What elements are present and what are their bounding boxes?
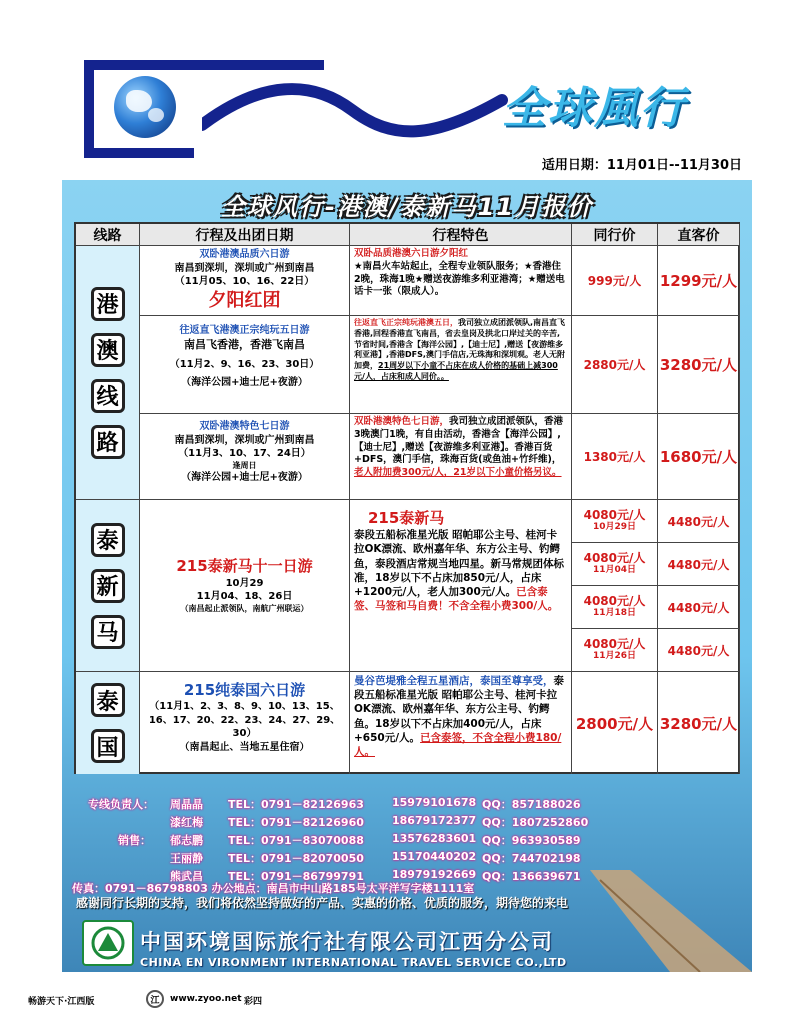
itin-route: 南昌到深圳，深圳或广州到南昌 [174, 434, 315, 446]
footer-site[interactable]: www.zyoo.net [170, 994, 242, 1004]
feature-title: 215泰新马 [368, 509, 445, 527]
contact-tel: TEL：0791－82070050 [228, 852, 364, 865]
itinerary-row-4 [140, 500, 350, 672]
peer-price-row-1: 999元/人 [572, 246, 658, 316]
features-row-4 [350, 500, 572, 672]
contact-qq: QQ：136639671 [482, 870, 581, 883]
feature-body: 泰段五船标准星光版 昭帕耶公主号、桂河卡拉OK漂流、欧州嘉年华、东方公主号、钓鳄鱼。18岁以下不占床加400元/人，占床+650元/人。 [354, 675, 564, 744]
itinerary-row-5 [140, 672, 350, 774]
contact-name: 郁志鹏 [170, 834, 203, 847]
contact-qq: QQ：744702198 [482, 852, 581, 865]
price-value: 4080元/人 [583, 594, 646, 609]
feature-title: 往返直飞正宗纯玩港澳五日， [354, 318, 458, 327]
banner-title: 全球风行-港澳/泰新马11月报价 [220, 193, 594, 221]
contact-role: 专线负责人： [88, 798, 154, 811]
feature-body: 我司独立成团派领队，香港3晚澳门1晚，有自由活动，香港含【海洋公园】,【迪士尼】,赠送【夜游维多利亚港】。香港百货+DFS，澳门手信，珠海百货(或鱼油+竹纤维)， [354, 416, 564, 466]
feature-note: 已含泰签、马签和马自费！不含全程小费300/人。 [354, 585, 559, 613]
contact-mobile: 15979101678 [392, 796, 477, 809]
itinerary-row-3 [140, 414, 350, 500]
route-char: 澳 [91, 333, 125, 367]
route-thai-sg-my [76, 500, 140, 672]
company-name-cn: 中国环境国际旅行社有限公司江西分公司 [140, 930, 554, 954]
retail-price-row-2: 3280元/人 [658, 316, 740, 414]
brand-logo: 全球風行 [502, 83, 686, 134]
route-char: 国 [91, 729, 125, 763]
contact-tel: TEL：0791－82126963 [228, 798, 364, 811]
itin-dates-1: 10月29 [225, 577, 264, 589]
contact-qq: QQ：1807252860 [482, 816, 589, 829]
company-name-en: CHINA EN VIRONMENT INTERNATIONAL TRAVEL SERVICE CO.,LTD [140, 956, 567, 969]
company-name-block [140, 926, 740, 969]
price-value: 4080元/人 [583, 637, 646, 652]
itin-title: 往返直飞港澳正宗纯玩五日游 [179, 325, 310, 336]
route-hongkong-macau [76, 246, 140, 500]
route-char: 港 [91, 287, 125, 321]
price-date: 11月04日 [592, 564, 637, 575]
contact-mobile: 18979192669 [392, 868, 477, 881]
feature-body: ★南昌火车站起止，全程专业领队服务；★香港住2晚，珠海1晚★赠送夜游维多利亚港湾；★赠送电话卡一张（限成人）。 [354, 260, 565, 298]
peer-price-row-4d [572, 629, 658, 672]
features-row-5 [350, 672, 572, 774]
fax-address-line: 传真：0791－86798803 办公地点：南昌市中山路185号太平洋写字楼1111室 [72, 882, 475, 895]
peer-price-row-4b [572, 543, 658, 586]
itin-title: 215泰新马十一日游 [176, 557, 313, 576]
itin-group-tag: 夕阳红团 [208, 289, 281, 311]
itin-route: 南昌到深圳，深圳或广州到南昌 [174, 262, 315, 274]
retail-price-row-4a: 4480元/人 [658, 500, 740, 543]
contact-name: 王丽静 [170, 852, 203, 865]
feature-title: 双卧港澳特色七日游， [354, 416, 450, 427]
retail-price-row-4b: 4480元/人 [658, 543, 740, 586]
contact-mobile: 13576283601 [392, 832, 477, 845]
contact-row [62, 832, 752, 848]
price-date: 11月18日 [592, 607, 637, 618]
contact-row [62, 796, 752, 812]
contact-qq: QQ：963930589 [482, 834, 581, 847]
valid-period: 适用日期：11月01日--11月30日 [541, 158, 742, 173]
itin-title: 215纯泰国六日游 [183, 681, 306, 699]
col-header-features: 行程特色 [350, 224, 572, 246]
contact-name: 漆红梅 [170, 816, 203, 829]
features-row-2 [350, 316, 572, 414]
price-value: 4080元/人 [583, 551, 646, 566]
feature-title: 曼谷芭堤雅全程五星酒店，泰国至尊享受， [354, 675, 554, 687]
features-row-3 [350, 414, 572, 500]
contact-mobile: 18679172377 [392, 814, 477, 827]
contact-qq: QQ：857188026 [482, 798, 581, 811]
route-char: 线 [91, 379, 125, 413]
contact-row [62, 814, 752, 830]
route-char: 新 [91, 569, 125, 603]
itinerary-row-1 [140, 246, 350, 316]
itin-dates-2: 11月04、18、26日 [196, 591, 293, 603]
col-header-retail-price: 直客价 [658, 224, 740, 246]
peer-price-row-4c [572, 586, 658, 629]
retail-price-row-3: 1680元/人 [658, 414, 740, 500]
contact-tel: TEL：0791－86799791 [228, 870, 364, 883]
contact-tel: TEL：0791－82126960 [228, 816, 364, 829]
itinerary-row-2 [140, 316, 350, 414]
route-char: 路 [91, 425, 125, 459]
company-logo [82, 920, 134, 966]
itin-route: 南昌飞香港，香港飞南昌 [184, 337, 305, 351]
retail-price-row-4c: 4480元/人 [658, 586, 740, 629]
peer-price-row-3: 1380元/人 [572, 414, 658, 500]
feature-title: 双卧品质港澳六日游夕阳红 [354, 248, 469, 259]
itin-weekday: 逢周日 [232, 460, 257, 470]
col-header-route: 线路 [76, 224, 140, 246]
peer-price-row-4a [572, 500, 658, 543]
contact-name: 熊武昌 [170, 870, 203, 883]
features-row-1 [350, 246, 572, 316]
feature-note: 已含泰签，不含全程小费180/人。 [354, 731, 562, 758]
company-logo-icon [88, 925, 128, 961]
page-footer [8, 990, 792, 1010]
feature-note: 21周岁以下小童不占床在成人价格的基础上减300元/人，占床和成人同价。。 [354, 361, 558, 381]
footer-badge: 江 [146, 990, 164, 1008]
route-thailand [76, 672, 140, 774]
price-table [74, 222, 740, 774]
contact-role: 销售： [118, 834, 151, 847]
price-date: 10月29日 [592, 521, 637, 532]
itin-includes: （海洋公园+迪士尼+夜游） [181, 472, 308, 484]
price-value: 4080元/人 [583, 508, 646, 523]
globe-land-shape [126, 90, 152, 112]
retail-price-row-1: 1299元/人 [658, 246, 740, 316]
footer-magazine: 畅游天下·江西版 [28, 997, 95, 1007]
itin-dates: （11月3、10、17、24日） [178, 448, 311, 459]
feature-body: 我司独立成团派领队,南昌直飞香港,回程香港直飞南昌，省去皇岗及拱北口岸过关的辛苦,节省时间,香港含【海洋公园】,【迪士尼】,赠送【夜游维多利亚港】,香港DFS,澳门手信店,无珠海和深圳观。老人无附加费， [354, 318, 566, 371]
itin-note: （南昌起止派领队，南航广州联运） [180, 603, 309, 613]
globe-land-shape-2 [148, 108, 164, 122]
itin-dates: （11月05、10、16、22日） [174, 276, 315, 287]
peer-price-row-5: 2800元/人 [572, 672, 658, 774]
route-char: 泰 [91, 683, 125, 717]
feature-note: 老人附加费300元/人，21岁以下小童价格另议。 [354, 467, 562, 479]
thanks-message: 感谢同行长期的支持，我们将依然坚持做好的产品、实惠的价格、优质的服务，期待您的来电 [76, 896, 569, 910]
peer-price-row-2: 2880元/人 [572, 316, 658, 414]
contact-name: 周晶晶 [170, 798, 203, 811]
retail-price-row-5: 3280元/人 [658, 672, 740, 774]
footer-page: 彩四 [244, 997, 263, 1007]
contact-tel: TEL：0791－83070088 [228, 834, 364, 847]
itin-title: 双卧港澳特色七日游 [199, 421, 290, 432]
route-char: 马 [91, 615, 125, 649]
contact-mobile: 15170440202 [392, 850, 477, 863]
itin-includes: （海洋公园+迪士尼+夜游） [181, 376, 308, 388]
itin-note: （南昌起止、当地五星住宿） [179, 741, 310, 753]
feature-body: 泰段五船标准星光版 昭帕耶公主号、桂河卡拉OK漂流、欧州嘉年华、东方公主号、钓鳄鱼，泰段酒店常规当地四星。新马常规团体标准，18岁以下不占床加850元/人，占床+1200元/人，老人加300元/人。 [354, 529, 564, 598]
col-header-peer-price: 同行价 [572, 224, 658, 246]
page-header [62, 50, 752, 180]
col-header-itinerary: 行程及出团日期 [140, 224, 350, 246]
retail-price-row-4d: 4480元/人 [658, 629, 740, 672]
price-date: 11月26日 [592, 650, 637, 661]
itin-title: 双卧港澳品质六日游 [199, 249, 290, 260]
itin-dates: （11月1、2、3、8、9、10、13、15、16、17、20、22、23、24、27、29、30） [148, 701, 341, 740]
route-char: 泰 [91, 523, 125, 557]
itin-dates: （11月2、9、16、23、30日） [169, 359, 320, 371]
